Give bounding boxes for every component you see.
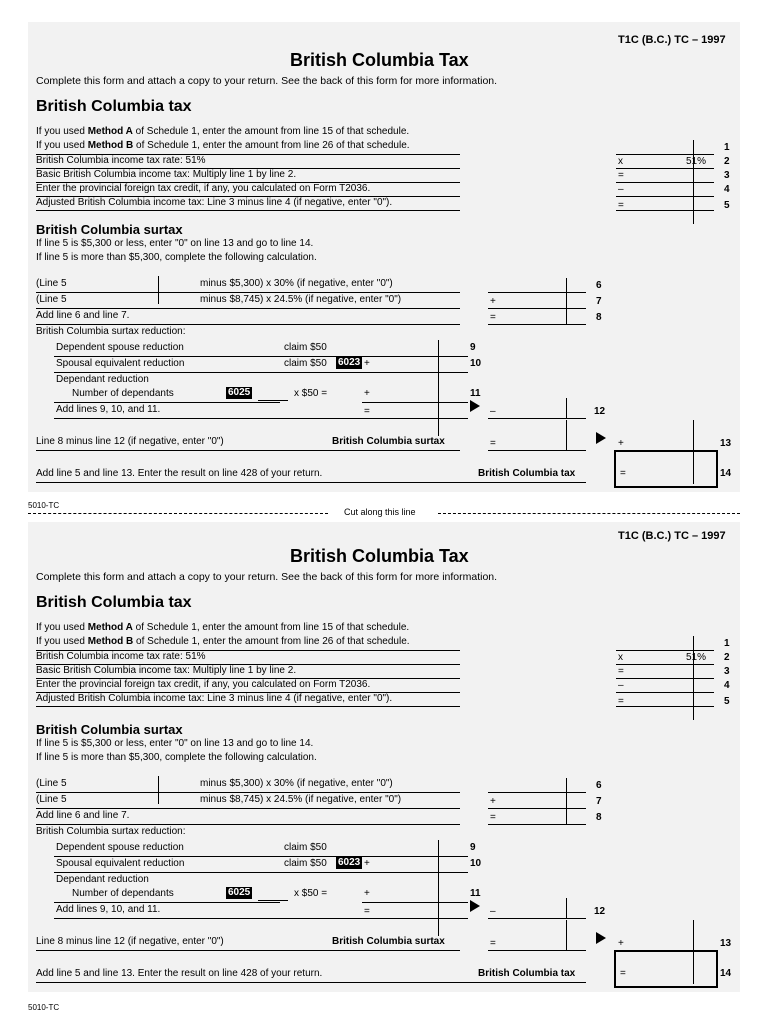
line-6-calc: minus $5,300) x 30% (if negative, enter "0") xyxy=(200,278,393,289)
op-plus-11: + xyxy=(364,888,370,899)
arrow-icon xyxy=(596,932,606,944)
op-minus-4: – xyxy=(618,680,624,691)
line-14-number: 14 xyxy=(720,468,732,479)
code-6023: 6023 xyxy=(338,357,361,368)
basic-tax-label: Basic British Columbia income tax: Multiply line 1 by line 2. xyxy=(36,169,297,180)
arrow-icon xyxy=(470,400,480,412)
spousal-label: Spousal equivalent reduction xyxy=(56,858,185,869)
form-copy-2 xyxy=(28,522,740,992)
times-50: x $50 = xyxy=(294,888,328,899)
dep-spouse-label: Dependent spouse reduction xyxy=(56,842,184,853)
section-heading-tax: British Columbia tax xyxy=(36,594,192,611)
dep-spouse-label: Dependent spouse reduction xyxy=(56,342,184,353)
adjusted-tax-label: Adjusted British Columbia income tax: Line 3 minus line 4 (if negative, enter "0"). xyxy=(36,197,393,208)
line-4-field[interactable] xyxy=(616,678,714,693)
line-13-field[interactable] xyxy=(616,920,714,951)
code-6023: 6023 xyxy=(338,857,361,868)
line-10-number: 10 xyxy=(470,858,482,869)
line-13-label: Line 8 minus line 12 (if negative, enter "0") xyxy=(36,936,224,947)
line-8-label: Add line 6 and line 7. xyxy=(36,810,130,821)
rate-label: British Columbia income tax rate: 51% xyxy=(36,651,206,662)
op-eq-12a: = xyxy=(364,906,370,917)
footer-code-2: 5010-TC xyxy=(28,1003,60,1012)
line-6-prefix: (Line 5 xyxy=(36,278,67,289)
line-4-field[interactable] xyxy=(616,182,714,197)
line-12-number: 12 xyxy=(594,406,606,417)
line-5-number: 5 xyxy=(724,696,730,707)
spousal-claim: claim $50 xyxy=(284,358,327,369)
form-copy-1 xyxy=(28,22,740,492)
op-eq-14: = xyxy=(620,468,626,479)
method-a-text: If you used Method A of Schedule 1, enter the amount from line 15 of that schedule. xyxy=(36,622,410,633)
line-13-mid-field[interactable] xyxy=(488,420,586,451)
line-14-label: Add line 5 and line 13. Enter the result on line 428 of your return. xyxy=(36,468,323,479)
line-1-number: 1 xyxy=(724,638,730,649)
op-eq-8: = xyxy=(490,312,496,323)
line-4-number: 4 xyxy=(724,184,730,195)
line-7-line5-input[interactable] xyxy=(82,292,182,306)
footer-code-1: 5010-TC xyxy=(28,501,60,510)
line-13-mid-field[interactable] xyxy=(488,920,586,951)
line-7-number: 7 xyxy=(596,796,602,807)
line-6-field[interactable] xyxy=(488,778,586,793)
line-2-number: 2 xyxy=(724,156,730,167)
line-6-calc: minus $5,300) x 30% (if negative, enter "0") xyxy=(200,778,393,789)
line-7-number: 7 xyxy=(596,296,602,307)
code-6025: 6025 xyxy=(228,387,251,398)
section-heading-tax: British Columbia tax xyxy=(36,98,192,115)
num-dependants-field[interactable] xyxy=(258,886,288,901)
reduction-label: British Columbia surtax reduction: xyxy=(36,326,186,337)
line-7-prefix: (Line 5 xyxy=(36,794,67,805)
dependant-label: Dependant reduction xyxy=(56,874,149,885)
rate-value: 51% xyxy=(686,652,707,663)
section-heading-surtax: British Columbia surtax xyxy=(36,222,183,237)
form-title: British Columbia Tax xyxy=(290,50,469,70)
line-8-label: Add line 6 and line 7. xyxy=(36,310,130,321)
op-plus-10: + xyxy=(364,358,370,369)
line-3-field[interactable] xyxy=(616,168,714,183)
line-12-field[interactable] xyxy=(488,898,586,919)
line-1-field[interactable] xyxy=(616,140,714,155)
line-6-prefix: (Line 5 xyxy=(36,778,67,789)
line-8-number: 8 xyxy=(596,812,602,823)
reduction-label: British Columbia surtax reduction: xyxy=(36,826,186,837)
form-code: T1C (B.C.) TC – 1997 xyxy=(618,34,726,46)
rate-label: British Columbia income tax rate: 51% xyxy=(36,155,206,166)
op-plus-7: + xyxy=(490,796,496,807)
surtax-note-1: If line 5 is $5,300 or less, enter "0" on line 13 and go to line 14. xyxy=(36,238,314,249)
line-5-field[interactable] xyxy=(616,196,714,211)
op-plus-7: + xyxy=(490,296,496,307)
add-9-10-11: Add lines 9, 10, and 11. xyxy=(56,404,161,415)
line-7-field[interactable] xyxy=(488,292,586,309)
line-13-bold: British Columbia surtax xyxy=(332,936,445,947)
rate-value: 51% xyxy=(686,156,707,167)
foreign-credit-label: Enter the provincial foreign tax credit, if any, you calculated on Form T2036. xyxy=(36,679,371,690)
line-14-bold: British Columbia tax xyxy=(478,968,576,979)
foreign-credit-label: Enter the provincial foreign tax credit, if any, you calculated on Form T2036. xyxy=(36,183,371,194)
surtax-note-1: If line 5 is $5,300 or less, enter "0" on line 13 and go to line 14. xyxy=(36,738,314,749)
op-eq-5: = xyxy=(618,696,624,707)
line-14-number: 14 xyxy=(720,968,732,979)
op-eq-13: = xyxy=(490,938,496,949)
dep-spouse-claim: claim $50 xyxy=(284,842,327,853)
instructions: Complete this form and attach a copy to your return. See the back of this form for more information. xyxy=(36,75,498,87)
line-5-number: 5 xyxy=(724,200,730,211)
line-3-number: 3 xyxy=(724,170,730,181)
spousal-claim: claim $50 xyxy=(284,858,327,869)
times-50: x $50 = xyxy=(294,388,328,399)
method-a-text: If you used Method A of Schedule 1, enter the amount from line 15 of that schedule. xyxy=(36,126,410,137)
line-11-number: 11 xyxy=(470,888,481,899)
surtax-note-2: If line 5 is more than $5,300, complete the following calculation. xyxy=(36,252,317,263)
dependant-label: Dependant reduction xyxy=(56,374,149,385)
line-7-calc: minus $8,745) x 24.5% (if negative, enter "0") xyxy=(200,294,402,305)
line-4-number: 4 xyxy=(724,680,730,691)
form-code: T1C (B.C.) TC – 1997 xyxy=(618,530,726,542)
line-14-bold: British Columbia tax xyxy=(478,468,576,479)
num-dependants-field[interactable] xyxy=(258,386,288,401)
line-8-number: 8 xyxy=(596,312,602,323)
line-6-field[interactable] xyxy=(488,278,586,293)
line-13-number: 13 xyxy=(720,938,732,949)
line-13-number: 13 xyxy=(720,438,732,449)
line-6-number: 6 xyxy=(596,280,602,291)
basic-tax-label: Basic British Columbia income tax: Multiply line 1 by line 2. xyxy=(36,665,297,676)
instructions: Complete this form and attach a copy to your return. See the back of this form for more information. xyxy=(36,571,498,583)
line-12-number: 12 xyxy=(594,906,606,917)
line-11-number: 11 xyxy=(470,388,481,399)
line-14-field[interactable] xyxy=(614,450,718,488)
code-6025: 6025 xyxy=(228,887,251,898)
line-12-field[interactable] xyxy=(488,398,586,419)
line-8-field[interactable] xyxy=(488,808,586,825)
line-9-number: 9 xyxy=(470,842,476,853)
form-title: British Columbia Tax xyxy=(290,546,469,566)
line-13-bold: British Columbia surtax xyxy=(332,436,445,447)
section-heading-surtax: British Columbia surtax xyxy=(36,722,183,737)
op-eq-13: = xyxy=(490,438,496,449)
line-7-prefix: (Line 5 xyxy=(36,294,67,305)
op-x: x xyxy=(618,156,623,167)
line-6-line5-input[interactable] xyxy=(82,276,182,290)
line-6-number: 6 xyxy=(596,780,602,791)
op-eq-12a: = xyxy=(364,406,370,417)
op-eq-8: = xyxy=(490,812,496,823)
add-9-10-11: Add lines 9, 10, and 11. xyxy=(56,904,161,915)
adjusted-tax-label: Adjusted British Columbia income tax: Line 3 minus line 4 (if negative, enter "0"). xyxy=(36,693,393,704)
line-7-field[interactable] xyxy=(488,792,586,809)
op-plus-11: + xyxy=(364,388,370,399)
arrow-icon xyxy=(596,432,606,444)
line-3-number: 3 xyxy=(724,666,730,677)
op-plus-13: + xyxy=(618,938,624,949)
surtax-note-2: If line 5 is more than $5,300, complete the following calculation. xyxy=(36,752,317,763)
op-eq-5: = xyxy=(618,200,624,211)
line-6-line5-input[interactable] xyxy=(82,776,182,790)
spousal-label: Spousal equivalent reduction xyxy=(56,358,185,369)
line-10-number: 10 xyxy=(470,358,482,369)
op-plus-10: + xyxy=(364,858,370,869)
dep-spouse-claim: claim $50 xyxy=(284,342,327,353)
op-minus-12: – xyxy=(490,406,496,417)
line-8-field[interactable] xyxy=(488,308,586,325)
op-minus-12: – xyxy=(490,906,496,917)
num-dependants-label: Number of dependants xyxy=(72,888,174,899)
line-5-field[interactable] xyxy=(616,692,714,707)
op-x: x xyxy=(618,652,623,663)
line-1-number: 1 xyxy=(724,142,730,153)
op-eq-14: = xyxy=(620,968,626,979)
cut-label: Cut along this line xyxy=(344,507,416,517)
op-minus-4: – xyxy=(618,184,624,195)
method-b-text: If you used Method B of Schedule 1, enter the amount from line 26 of that schedule. xyxy=(36,140,410,151)
arrow-icon xyxy=(470,900,480,912)
line-13-label: Line 8 minus line 12 (if negative, enter "0") xyxy=(36,436,224,447)
line-14-label: Add line 5 and line 13. Enter the result on line 428 of your return. xyxy=(36,968,323,979)
method-b-text: If you used Method B of Schedule 1, enter the amount from line 26 of that schedule. xyxy=(36,636,410,647)
line-13-field[interactable] xyxy=(616,420,714,451)
line-2-number: 2 xyxy=(724,652,730,663)
op-eq-3: = xyxy=(618,666,624,677)
line-3-field[interactable] xyxy=(616,664,714,679)
op-eq-3: = xyxy=(618,170,624,181)
line-1-field[interactable] xyxy=(616,636,714,651)
num-dependants-label: Number of dependants xyxy=(72,388,174,399)
cut-line xyxy=(28,507,740,519)
op-plus-13: + xyxy=(618,438,624,449)
line-7-line5-input[interactable] xyxy=(82,792,182,806)
line-14-field[interactable] xyxy=(614,950,718,988)
line-7-calc: minus $8,745) x 24.5% (if negative, enter "0") xyxy=(200,794,402,805)
line-9-number: 9 xyxy=(470,342,476,353)
